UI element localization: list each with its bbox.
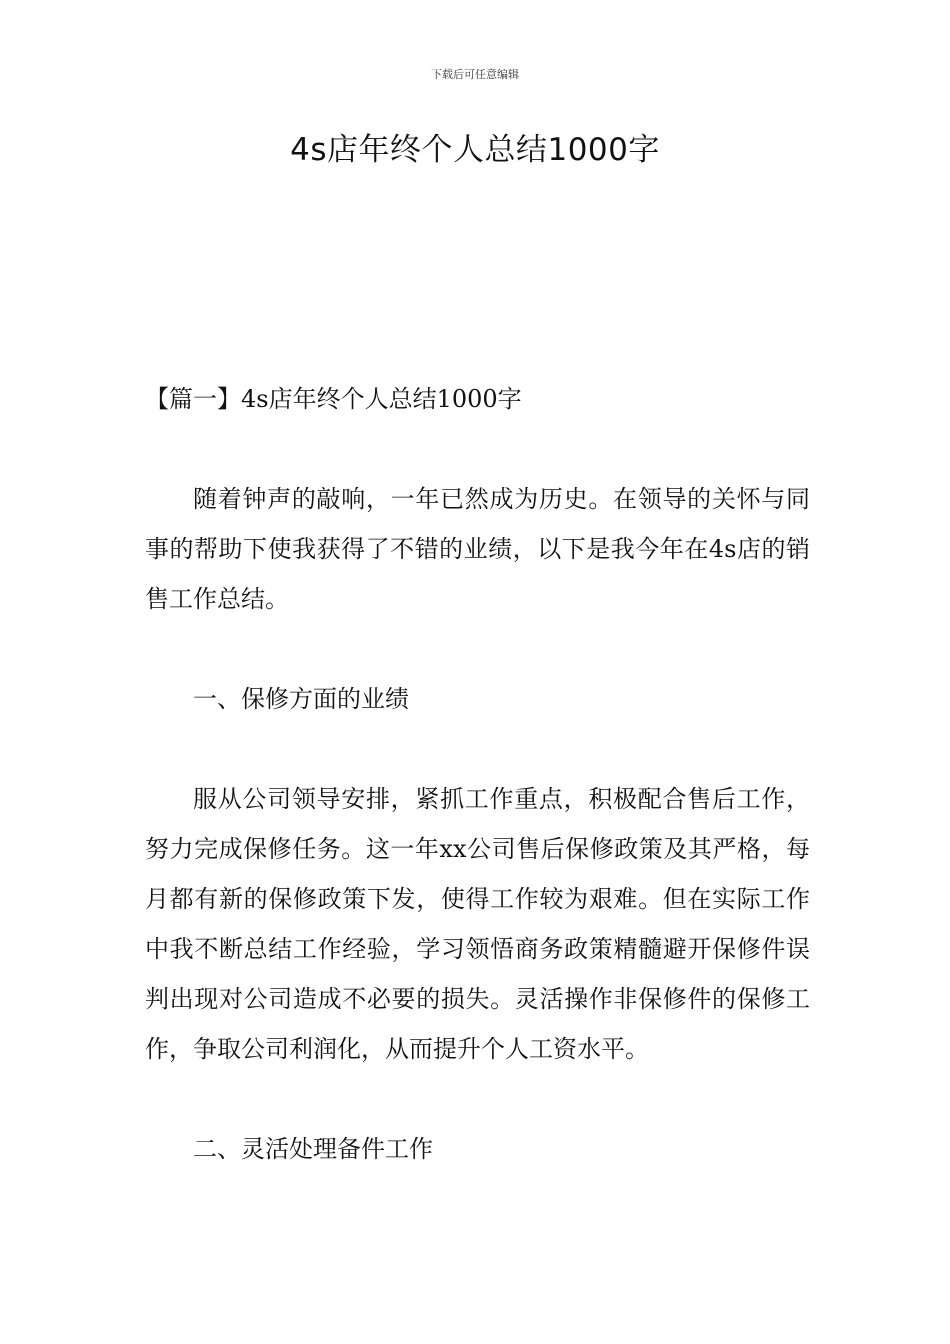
paragraph-warranty: 服从公司领导安排，紧抓工作重点，积极配合售后工作，努力完成保修任务。这一年xx公司售后保修政策及其严格，每月都有新的保修政策下发，使得工作较为艰难。但在实际工作中我不断总结工作经验，学习领悟商务政策精髓避开保修件误判出现对公司造成不必要的损失。灵活操作非保修件的保修工作，争取公司利润化，从而提升个人工资水平。 xyxy=(145,785,810,1063)
document-title: 4s店年终个人总结1000字 xyxy=(290,132,660,168)
section-heading: 【篇一】4s店年终个人总结1000字 xyxy=(145,385,522,413)
paragraph-intro: 随着钟声的敲响，一年已然成为历史。在领导的关怀与同事的帮助下使我获得了不错的业绩，以下是我今年在4s店的销售工作总结。 xyxy=(145,485,810,613)
document-body xyxy=(145,374,810,1224)
page-header-note: 下载后可任意编辑 xyxy=(431,68,519,81)
subheading-parts: 二、灵活处理备件工作 xyxy=(193,1135,433,1163)
subheading-warranty: 一、保修方面的业绩 xyxy=(193,685,409,713)
